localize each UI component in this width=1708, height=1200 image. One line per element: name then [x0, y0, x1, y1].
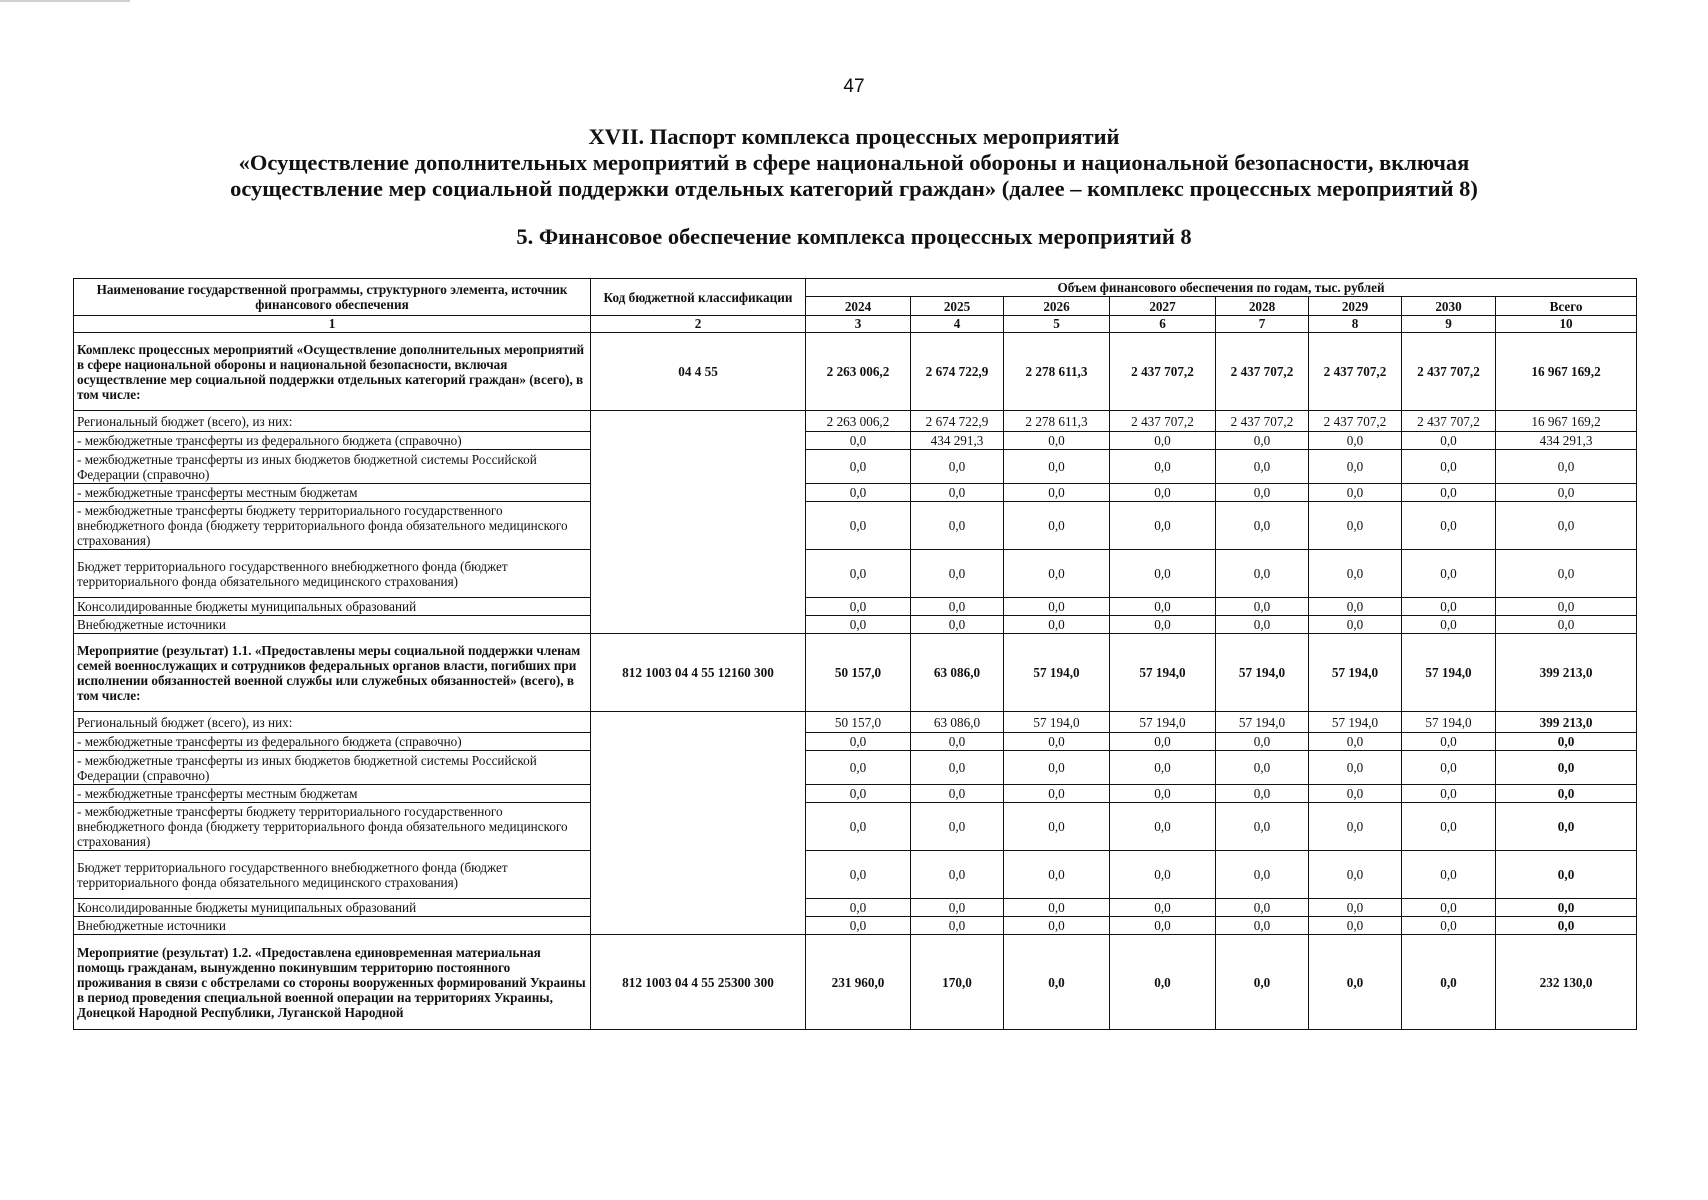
value-cell: 0,0: [1309, 917, 1402, 935]
block-summary-row: [74, 935, 1637, 1030]
block-value-cell: 0,0: [1216, 935, 1309, 1030]
source-row: [74, 785, 1637, 803]
header-column-index: 8: [1309, 316, 1402, 333]
block-value-cell: 0,0: [1309, 935, 1402, 1030]
value-cell: 2 278 611,3: [1004, 411, 1110, 432]
value-cell: 0,0: [1402, 616, 1496, 634]
value-cell: 0,0: [1309, 733, 1402, 751]
value-cell: 0,0: [911, 785, 1004, 803]
header-column-index: 10: [1496, 316, 1637, 333]
value-cell: 0,0: [1004, 616, 1110, 634]
empty-code-cell: [591, 411, 806, 634]
value-cell: 57 194,0: [1216, 712, 1309, 733]
header-column-index: 7: [1216, 316, 1309, 333]
source-name: - межбюджетные трансферты из иных бюджетов бюджетной системы Российской Федерации (справочно): [74, 450, 591, 484]
value-cell: 0,0: [1309, 851, 1402, 899]
value-cell: 0,0: [1216, 851, 1309, 899]
block-value-cell: 57 194,0: [1110, 634, 1216, 712]
source-row: [74, 751, 1637, 785]
value-cell: 0,0: [911, 502, 1004, 550]
source-row: [74, 450, 1637, 484]
value-cell: 0,0: [1004, 751, 1110, 785]
scan-edge-mark: [0, 0, 130, 2]
value-cell: 2 437 707,2: [1216, 411, 1309, 432]
source-name: Бюджет территориального государственного внебюджетного фонда (бюджет территориального фонда обязательного медицинского страхования): [74, 550, 591, 598]
value-cell: 0,0: [1004, 733, 1110, 751]
value-cell: 0,0: [1110, 550, 1216, 598]
budget-code: 812 1003 04 4 55 12160 300: [591, 634, 806, 712]
value-cell: 63 086,0: [911, 712, 1004, 733]
value-cell: 0,0: [1110, 851, 1216, 899]
value-cell: 0,0: [806, 899, 911, 917]
value-cell: 434 291,3: [911, 432, 1004, 450]
value-cell: 0,0: [1110, 450, 1216, 484]
value-cell: 0,0: [1496, 484, 1637, 502]
source-name: - межбюджетные трансферты из федерального бюджета (справочно): [74, 432, 591, 450]
value-cell: 0,0: [1004, 851, 1110, 899]
value-cell: 0,0: [806, 432, 911, 450]
block-value-cell: 2 263 006,2: [806, 333, 911, 411]
value-cell: 0,0: [1110, 785, 1216, 803]
block-value-cell: 0,0: [1402, 935, 1496, 1030]
value-cell: 0,0: [806, 550, 911, 598]
header-year: 2028: [1216, 297, 1309, 316]
value-cell: 0,0: [1110, 751, 1216, 785]
value-cell: 0,0: [1216, 917, 1309, 935]
value-cell: 0,0: [1110, 733, 1216, 751]
source-name: Региональный бюджет (всего), из них:: [74, 411, 591, 432]
source-name: - межбюджетные трансферты бюджету территориального государственного внебюджетного фонда (бюджету территориального фонда обязательного медицинского страхования): [74, 502, 591, 550]
source-name: Региональный бюджет (всего), из них:: [74, 712, 591, 733]
header-column-index: 3: [806, 316, 911, 333]
value-cell: 0,0: [1309, 899, 1402, 917]
value-cell: 0,0: [911, 899, 1004, 917]
value-cell: 0,0: [1110, 502, 1216, 550]
source-row: [74, 616, 1637, 634]
block-value-cell: 57 194,0: [1402, 634, 1496, 712]
value-cell: 0,0: [1216, 450, 1309, 484]
value-cell: 0,0: [1402, 550, 1496, 598]
value-cell: 0,0: [1309, 785, 1402, 803]
value-cell: 0,0: [1402, 803, 1496, 851]
value-cell: 0,0: [1402, 450, 1496, 484]
block-value-cell: 2 437 707,2: [1216, 333, 1309, 411]
value-cell: 0,0: [1110, 803, 1216, 851]
value-cell: 0,0: [1496, 502, 1637, 550]
value-cell: 0,0: [1004, 432, 1110, 450]
value-cell: 0,0: [1216, 899, 1309, 917]
value-cell: 0,0: [911, 733, 1004, 751]
header-column-index: 1: [74, 316, 591, 333]
header-year: 2030: [1402, 297, 1496, 316]
value-cell: 0,0: [911, 751, 1004, 785]
value-cell: 0,0: [1216, 484, 1309, 502]
source-row: [74, 851, 1637, 899]
header-year: 2029: [1309, 297, 1402, 316]
value-cell: 0,0: [1216, 785, 1309, 803]
value-cell: 0,0: [1216, 616, 1309, 634]
source-name: - межбюджетные трансферты местным бюджетам: [74, 484, 591, 502]
value-cell: 0,0: [1216, 502, 1309, 550]
value-cell: 0,0: [1110, 484, 1216, 502]
value-cell: 0,0: [1216, 432, 1309, 450]
value-cell: 0,0: [1004, 803, 1110, 851]
value-cell: 0,0: [806, 616, 911, 634]
source-row: [74, 899, 1637, 917]
source-row: [74, 917, 1637, 935]
value-cell: 0,0: [1216, 803, 1309, 851]
empty-code-cell: [591, 712, 806, 935]
value-cell: 0,0: [911, 803, 1004, 851]
block-value-cell: 50 157,0: [806, 634, 911, 712]
value-cell: 0,0: [1496, 899, 1637, 917]
value-cell: 0,0: [1402, 851, 1496, 899]
budget-code: 812 1003 04 4 55 25300 300: [591, 935, 806, 1030]
value-cell: 0,0: [1110, 917, 1216, 935]
block-value-cell: 232 130,0: [1496, 935, 1637, 1030]
value-cell: 0,0: [1402, 733, 1496, 751]
value-cell: 0,0: [911, 550, 1004, 598]
source-name: - межбюджетные трансферты из иных бюджетов бюджетной системы Российской Федерации (справочно): [74, 751, 591, 785]
block-value-cell: 57 194,0: [1004, 634, 1110, 712]
value-cell: 0,0: [911, 598, 1004, 616]
header-column-index: 6: [1110, 316, 1216, 333]
source-name: - межбюджетные трансферты из федерального бюджета (справочно): [74, 733, 591, 751]
value-cell: 0,0: [1402, 917, 1496, 935]
source-row: [74, 712, 1637, 733]
header-year: 2025: [911, 297, 1004, 316]
value-cell: 0,0: [1402, 785, 1496, 803]
source-row: [74, 411, 1637, 432]
source-name: Внебюджетные источники: [74, 917, 591, 935]
value-cell: 0,0: [806, 733, 911, 751]
value-cell: 0,0: [1309, 598, 1402, 616]
section-title: 5. Финансовое обеспечение комплекса процессных мероприятий 8: [516, 224, 1192, 249]
source-row: [74, 484, 1637, 502]
budget-code: 04 4 55: [591, 333, 806, 411]
header-column-index: 2: [591, 316, 806, 333]
value-cell: 0,0: [1309, 616, 1402, 634]
passport-title: [150, 124, 1558, 202]
header-code: Код бюджетной классификации: [591, 279, 806, 316]
value-cell: 0,0: [1004, 917, 1110, 935]
value-cell: 57 194,0: [1402, 712, 1496, 733]
value-cell: 0,0: [806, 751, 911, 785]
source-row: [74, 432, 1637, 450]
value-cell: 0,0: [1309, 550, 1402, 598]
value-cell: 0,0: [1216, 733, 1309, 751]
source-row: [74, 502, 1637, 550]
value-cell: 0,0: [1496, 803, 1637, 851]
header-column-index: 9: [1402, 316, 1496, 333]
block-summary-row: [74, 333, 1637, 411]
block-value-cell: 2 278 611,3: [1004, 333, 1110, 411]
value-cell: 0,0: [1496, 733, 1637, 751]
value-cell: 434 291,3: [1496, 432, 1637, 450]
value-cell: 0,0: [1402, 502, 1496, 550]
value-cell: 0,0: [806, 502, 911, 550]
value-cell: 399 213,0: [1496, 712, 1637, 733]
value-cell: 0,0: [1110, 616, 1216, 634]
value-cell: 0,0: [1004, 502, 1110, 550]
value-cell: 0,0: [1004, 450, 1110, 484]
value-cell: 0,0: [1004, 484, 1110, 502]
source-row: [74, 550, 1637, 598]
value-cell: 57 194,0: [1004, 712, 1110, 733]
block-value-cell: 57 194,0: [1216, 634, 1309, 712]
value-cell: 0,0: [1216, 550, 1309, 598]
value-cell: 16 967 169,2: [1496, 411, 1637, 432]
value-cell: 0,0: [806, 851, 911, 899]
value-cell: 0,0: [806, 484, 911, 502]
header-year: 2024: [806, 297, 911, 316]
value-cell: 0,0: [1402, 751, 1496, 785]
value-cell: 50 157,0: [806, 712, 911, 733]
value-cell: 0,0: [1496, 917, 1637, 935]
block-title: Комплекс процессных мероприятий «Осуществление дополнительных мероприятий в сфере национальной обороны и национальной безопасности, включая осуществление мер социальной поддержки отдельных категорий граждан» (всего), в том числе:: [74, 333, 591, 411]
value-cell: 0,0: [911, 917, 1004, 935]
source-name: Консолидированные бюджеты муниципальных образований: [74, 899, 591, 917]
source-name: - межбюджетные трансферты местным бюджетам: [74, 785, 591, 803]
block-value-cell: 0,0: [1004, 935, 1110, 1030]
value-cell: 0,0: [806, 598, 911, 616]
value-cell: 0,0: [806, 917, 911, 935]
value-cell: 0,0: [806, 450, 911, 484]
block-title: Мероприятие (результат) 1.1. «Предоставлены меры социальной поддержки членам семей военнослужащих и сотрудников федеральных органов власти, погибших при исполнении обязанностей военной службы или служебных обязанностей» (всего), в том числе:: [74, 634, 591, 712]
value-cell: 0,0: [1309, 803, 1402, 851]
block-summary-row: [74, 634, 1637, 712]
value-cell: 57 194,0: [1110, 712, 1216, 733]
value-cell: 0,0: [1309, 432, 1402, 450]
block-value-cell: 57 194,0: [1309, 634, 1402, 712]
value-cell: 57 194,0: [1309, 712, 1402, 733]
value-cell: 0,0: [1496, 616, 1637, 634]
value-cell: 0,0: [1496, 598, 1637, 616]
header-year: Всего: [1496, 297, 1637, 316]
block-value-cell: 2 674 722,9: [911, 333, 1004, 411]
value-cell: 0,0: [1309, 484, 1402, 502]
value-cell: 2 437 707,2: [1110, 411, 1216, 432]
value-cell: 0,0: [1004, 550, 1110, 598]
value-cell: 0,0: [1216, 751, 1309, 785]
source-name: Внебюджетные источники: [74, 616, 591, 634]
source-name: Бюджет территориального государственного внебюджетного фонда (бюджет территориального фонда обязательного медицинского страхования): [74, 851, 591, 899]
value-cell: 0,0: [1004, 899, 1110, 917]
title-line-3: осуществление мер социальной поддержки отдельных категорий граждан» (далее – комплекс процессных мероприятий 8): [230, 176, 1478, 201]
block-value-cell: 2 437 707,2: [1309, 333, 1402, 411]
block-value-cell: 2 437 707,2: [1110, 333, 1216, 411]
value-cell: 0,0: [911, 616, 1004, 634]
value-cell: 0,0: [1496, 851, 1637, 899]
value-cell: 2 674 722,9: [911, 411, 1004, 432]
block-title: Мероприятие (результат) 1.2. «Предоставлена единовременная материальная помощь гражданам, вынужденно покинувшим территорию постоянного проживания в связи с обстрелами со стороны вооруженных формирований Украины в период проведения специальной военной операции на территориях Украины, Донецкой Народной Республики, Луганской Народной: [74, 935, 591, 1030]
value-cell: 0,0: [1496, 751, 1637, 785]
source-name: - межбюджетные трансферты бюджету территориального государственного внебюджетного фонда (бюджету территориального фонда обязательного медицинского страхования): [74, 803, 591, 851]
source-row: [74, 803, 1637, 851]
page-number: 47: [843, 76, 865, 97]
block-value-cell: 231 960,0: [806, 935, 911, 1030]
source-row: [74, 598, 1637, 616]
block-value-cell: 399 213,0: [1496, 634, 1637, 712]
value-cell: 0,0: [1110, 598, 1216, 616]
value-cell: 2 437 707,2: [1402, 411, 1496, 432]
value-cell: 0,0: [1216, 598, 1309, 616]
value-cell: 0,0: [911, 851, 1004, 899]
value-cell: 2 263 006,2: [806, 411, 911, 432]
source-row: [74, 733, 1637, 751]
header-year: 2026: [1004, 297, 1110, 316]
block-value-cell: 63 086,0: [911, 634, 1004, 712]
value-cell: 0,0: [1004, 598, 1110, 616]
value-cell: 0,0: [911, 484, 1004, 502]
value-cell: 0,0: [911, 450, 1004, 484]
value-cell: 0,0: [1309, 502, 1402, 550]
header-column-index: 5: [1004, 316, 1110, 333]
header-column-index: 4: [911, 316, 1004, 333]
block-value-cell: 16 967 169,2: [1496, 333, 1637, 411]
block-value-cell: 170,0: [911, 935, 1004, 1030]
value-cell: 0,0: [1004, 785, 1110, 803]
value-cell: 0,0: [1496, 550, 1637, 598]
value-cell: 0,0: [1402, 598, 1496, 616]
value-cell: 0,0: [1309, 450, 1402, 484]
title-line-2: «Осуществление дополнительных мероприятий в сфере национальной обороны и национальной безопасности, включая: [238, 150, 1470, 175]
block-value-cell: 0,0: [1110, 935, 1216, 1030]
value-cell: 0,0: [806, 785, 911, 803]
value-cell: 0,0: [1110, 899, 1216, 917]
title-line-1: XVII. Паспорт комплекса процессных мероприятий: [588, 124, 1120, 149]
value-cell: 0,0: [806, 803, 911, 851]
value-cell: 0,0: [1110, 432, 1216, 450]
block-value-cell: 2 437 707,2: [1402, 333, 1496, 411]
value-cell: 0,0: [1496, 785, 1637, 803]
header-name: Наименование государственной программы, структурного элемента, источник финансового обеспечения: [74, 279, 591, 316]
value-cell: 0,0: [1309, 751, 1402, 785]
value-cell: 2 437 707,2: [1309, 411, 1402, 432]
value-cell: 0,0: [1402, 484, 1496, 502]
header-year: 2027: [1110, 297, 1216, 316]
header-volume: Объем финансового обеспечения по годам, тыс. рублей: [806, 279, 1637, 297]
value-cell: 0,0: [1496, 450, 1637, 484]
source-name: Консолидированные бюджеты муниципальных образований: [74, 598, 591, 616]
financing-table: [73, 278, 1637, 1030]
value-cell: 0,0: [1402, 432, 1496, 450]
value-cell: 0,0: [1402, 899, 1496, 917]
